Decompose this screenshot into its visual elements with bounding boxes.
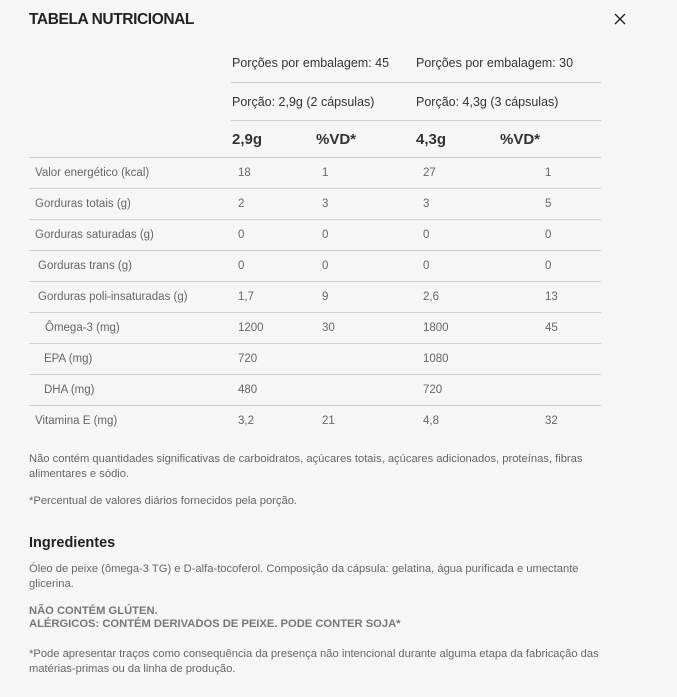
table-row [29, 406, 601, 436]
vd-a: 3 [322, 198, 329, 210]
vd-b: 45 [545, 322, 558, 334]
vd-b: 5 [545, 198, 552, 210]
value-b: 4,8 [423, 415, 439, 427]
col-header-a-vd: %VD* [316, 131, 357, 148]
vd-a: 21 [322, 415, 335, 427]
allergen-warning: ALÉRGICOS: CONTÉM DERIVADOS DE PEIXE. PODE CONTER SOJA* [29, 618, 401, 630]
ingredients-text: Óleo de peixe (ômega-3 TG) e D-alfa-tocoferol. Composição da cápsula: gelatina, água purificada e umectante glicerina. [29, 563, 579, 590]
value-a: 1,7 [238, 291, 254, 303]
value-a: 0 [238, 229, 245, 241]
value-a: 1200 [238, 322, 264, 334]
col-header-b-amount: 4,3g [416, 131, 447, 148]
row-label: Vitamina E (mg) [35, 415, 118, 427]
value-a: 18 [238, 167, 251, 179]
value-b: 0 [423, 229, 430, 241]
vd-b: 32 [545, 415, 558, 427]
table-row [29, 282, 601, 313]
vd-b: 1 [545, 167, 552, 179]
table-row [29, 313, 601, 344]
vd-a: 0 [322, 229, 329, 241]
value-a: 720 [238, 353, 258, 365]
vd-b: 0 [545, 260, 552, 272]
percent-note: *Percentual de valores diários fornecidos pela porção. [29, 495, 298, 507]
modal-title: TABELA NUTRICIONAL [29, 11, 195, 28]
col-header-a-amount: 2,9g [232, 131, 263, 148]
value-b: 1080 [423, 353, 449, 365]
row-label: Gorduras trans (g) [38, 260, 132, 272]
portion-a: Porção: 2,9g (2 cápsulas) [232, 95, 375, 109]
row-label: Gorduras saturadas (g) [35, 229, 154, 241]
row-label: Valor energético (kcal) [35, 167, 150, 179]
vd-a: 9 [322, 291, 329, 303]
table-row [29, 158, 601, 189]
gluten-warning: NÃO CONTÉM GLÚTEN. [29, 605, 158, 617]
divider [231, 120, 601, 121]
col-header-b-vd: %VD* [500, 131, 541, 148]
value-b: 1800 [423, 322, 449, 334]
value-b: 0 [423, 260, 430, 272]
value-b: 3 [423, 198, 430, 210]
close-button[interactable] [612, 11, 628, 27]
value-a: 0 [238, 260, 245, 272]
vd-a: 30 [322, 322, 335, 334]
row-label: EPA (mg) [44, 353, 93, 365]
ingredients-heading: Ingredientes [29, 535, 116, 551]
close-icon [612, 11, 628, 27]
row-label: Gorduras totais (g) [35, 198, 131, 210]
servings-b: Porções por embalagem: 30 [416, 56, 574, 70]
vd-a: 1 [322, 167, 329, 179]
value-a: 480 [238, 384, 258, 396]
servings-a: Porções por embalagem: 45 [232, 56, 390, 70]
table-row [29, 189, 601, 220]
value-a: 2 [238, 198, 245, 210]
value-b: 720 [423, 384, 443, 396]
nutrition-table [29, 158, 601, 436]
table-row [29, 344, 601, 375]
not-significant-note: Não contém quantidades significativas de carboidratos, açúcares totais, açúcares adicionados, proteínas, fibras alimentares e sódio. [29, 453, 583, 480]
vd-b: 0 [545, 229, 552, 241]
value-a: 3,2 [238, 415, 254, 427]
table-row [29, 375, 601, 406]
row-label: Gorduras poli-insaturadas (g) [38, 291, 188, 303]
table-row [29, 251, 601, 282]
row-label: Ômega-3 (mg) [45, 322, 120, 334]
divider [231, 82, 601, 83]
vd-a: 0 [322, 260, 329, 272]
value-b: 27 [423, 167, 436, 179]
table-row [29, 220, 601, 251]
vd-b: 13 [545, 291, 558, 303]
portion-b: Porção: 4,3g (3 cápsulas) [416, 95, 559, 109]
row-label: DHA (mg) [44, 384, 95, 396]
traces-note: *Pode apresentar traços como consequência da presença não intencional durante alguma etapa da fabricação das matérias-primas ou da linha de produção. [29, 648, 599, 675]
value-b: 2,6 [423, 291, 439, 303]
